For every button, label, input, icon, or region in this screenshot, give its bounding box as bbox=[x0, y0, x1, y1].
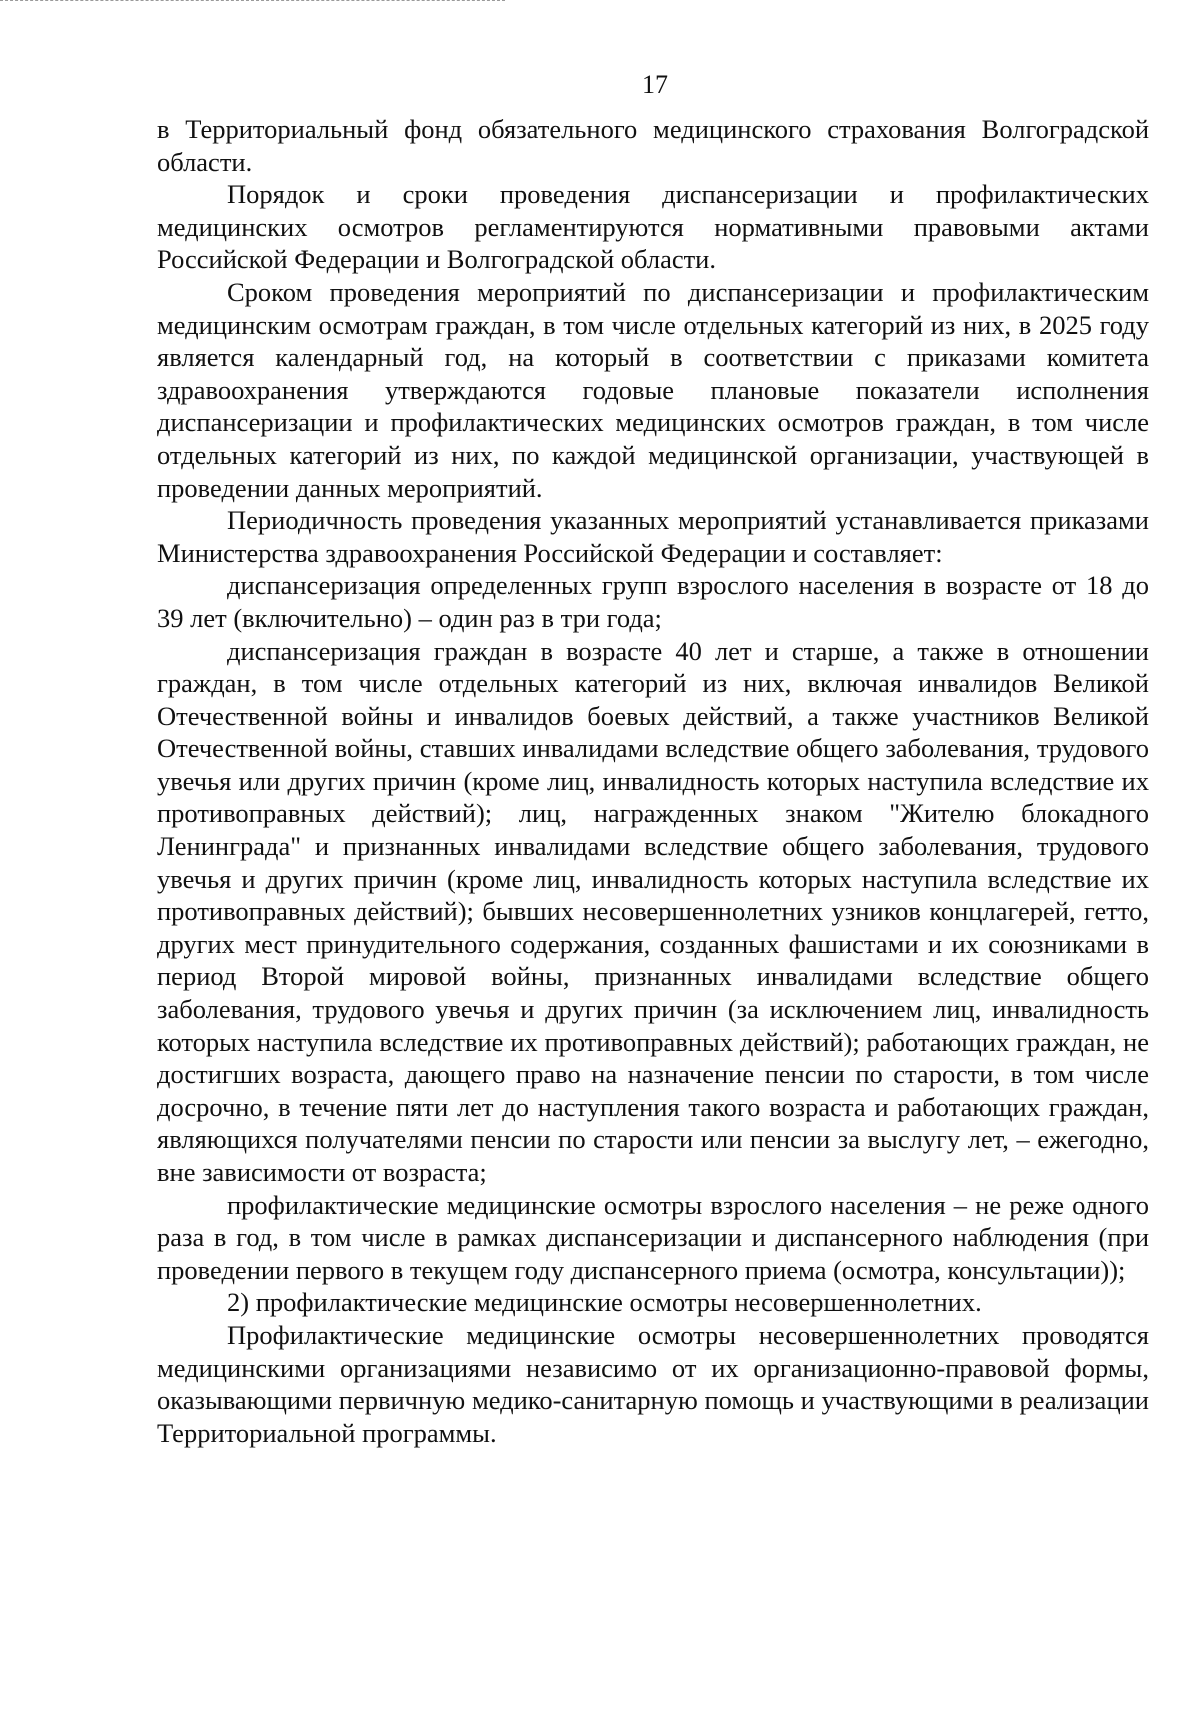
paragraph-procedure-and-terms: Порядок и сроки проведения диспансеризации и профилактических медицинских осмотров регламентируются нормативными правовыми актами Российской Федерации и Волгоградской области. bbox=[157, 179, 1149, 275]
paragraph-continuation: в Территориальный фонд обязательного медицинского страхования Волгоградской области. bbox=[157, 114, 1149, 177]
paragraph-preventive-adults: профилактические медицинские осмотры взрослого населения – не реже одного раза в год, в том числе в рамках диспансеризации и диспансерного наблюдения (при проведении первого в текущем году диспансерного приема (осмотра, консультации)); bbox=[157, 1189, 1149, 1285]
scan-edge-line bbox=[0, 0, 505, 1]
paragraph-frequency: Периодичность проведения указанных мероприятий устанавливается приказами Министерства здравоохранения Российской Федерации и составляет: bbox=[157, 505, 1149, 568]
page-number: 17 bbox=[642, 70, 668, 99]
paragraph-item-2-minors: 2) профилактические медицинские осмотры несовершеннолетних. bbox=[227, 1287, 982, 1318]
paragraph-period: Сроком проведения мероприятий по диспансеризации и профилактическим медицинским осмотрам граждан, в том числе отдельных категорий из них, в 2025 году является календарный год, на который в соответствии с приказами комитета здравоохранения утверждаются годовые плановые показатели исполнения диспансеризации и профилактических медицинских осмотров граждан, в том числе отдельных категорий из них, по каждой медицинской организации, участвующей в проведении данных мероприятий. bbox=[157, 276, 1149, 503]
paragraph-minors-examinations: Профилактические медицинские осмотры несовершеннолетних проводятся медицинскими организациями независимо от их организационно-правовой формы, оказывающими первичную медико-санитарную помощь и участвующими в реализации Территориальной программы. bbox=[157, 1319, 1149, 1448]
paragraph-dispensary-18-39: диспансеризация определенных групп взрослого населения в возрасте от 18 до 39 лет (включительно) – один раз в три года; bbox=[157, 570, 1149, 633]
document-body bbox=[157, 113, 1149, 1449]
paragraph-dispensary-40-plus: диспансеризация граждан в возрасте 40 лет и старше, а также в отношении граждан, в том числе отдельных категорий из них, включая инвалидов Великой Отечественной войны и инвалидов боевых действий, а также участников Великой Отечественной войны, ставших инвалидами вследствие общего заболевания, трудового увечья или других причин (кроме лиц, инвалидность которых наступила вследствие их противоправных действий); лиц, награжденных знаком "Жителю блокадного Ленинграда" и признанных инвалидами вследствие общего заболевания, трудового увечья и других причин (кроме лиц, инвалидность которых наступила вследствие их противоправных действий); бывших несовершеннолетних узников концлагерей, гетто, других мест принудительного содержания, созданных фашистами и их союзниками в период Второй мировой войны, признанных инвалидами вследствие общего заболевания, трудового увечья и других причин (за исключением лиц, инвалидность которых наступила вследствие их противоправных действий); работающих граждан, не достигших возраста, дающего право на назначение пенсии по старости, в том числе досрочно, в течение пяти лет до наступления такого возраста и работающих граждан, являющихся получателями пенсии по старости или пенсии за выслугу лет, – ежегодно, вне зависимости от возраста; bbox=[157, 635, 1149, 1187]
